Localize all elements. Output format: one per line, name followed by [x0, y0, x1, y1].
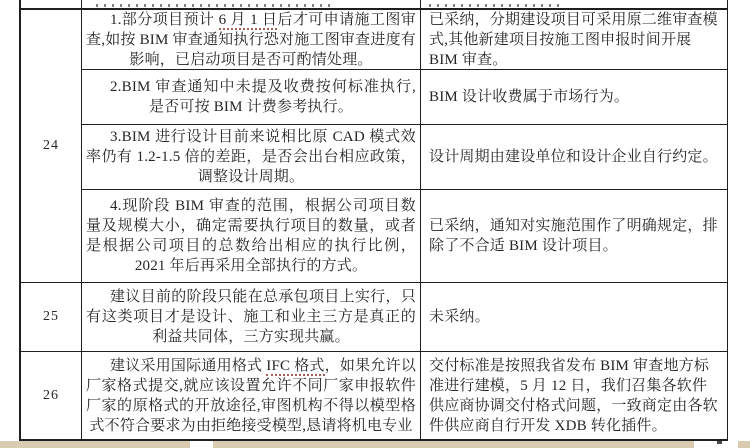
- question-cell: [82, 283, 421, 351]
- clipped-number-cell: [21, 0, 82, 8]
- answer-text: 已采纳，分期建设项目可采用原二维审查模式,其他新建项目按施工图申报时间开展 BIM 审查。: [429, 11, 718, 68]
- question-cell: [82, 352, 421, 439]
- qa-review-table: [19, 0, 728, 441]
- bottom-strip-notch: [694, 441, 738, 448]
- bottom-strip-notch: [190, 441, 213, 448]
- table-subrow: [82, 190, 727, 282]
- question-cell: [82, 70, 421, 124]
- question-text: 3.BIM 进行设计目前来说相比原 CAD 模式效率仍有 1.2-1.5 倍的差距，是否会出台相应政策，调整设计周期。: [86, 129, 416, 185]
- answer-cell: [421, 190, 727, 282]
- clipped-answer-cell: [421, 0, 727, 8]
- answer-cell: [421, 70, 727, 124]
- answer-cell: [421, 125, 727, 189]
- answer-text: 已采纳，通知对实施范围作了明确规定，排除了不合适 BIM 设计项目。: [429, 218, 718, 254]
- table-row-26: [21, 352, 727, 441]
- row-number: 24: [21, 10, 82, 282]
- table-subrow: [82, 352, 727, 439]
- clipped-text-fragment: [96, 4, 336, 7]
- question-cell: [82, 125, 421, 189]
- question-text: 4.现阶段 BIM 审查的范围，根据公司项目数量及规模大小，确定需要执行项目的数量，或者是根据公司项目的总数给出相应的执行比例，2021 年后再采用全部执行的方式。: [86, 198, 416, 274]
- answer-text: 未采纳。: [429, 309, 490, 325]
- table-subrow: [82, 70, 727, 125]
- row-25-subrows: [82, 283, 727, 351]
- clipped-text-fragment: [429, 4, 561, 7]
- row-26-subrows: [82, 352, 727, 439]
- question-text: 2.BIM 审查通知中未提及收费按何标准执行,是否可按 BIM 计费参考执行。: [110, 79, 416, 115]
- clipped-previous-row: [21, 0, 727, 10]
- row-number: 26: [21, 352, 82, 439]
- answer-cell: [421, 283, 727, 351]
- question-cell: [82, 190, 421, 282]
- answer-text: 设计周期由建设单位和设计企业自行约定。: [429, 149, 718, 165]
- question-cell: [82, 10, 421, 69]
- table-subrow: [82, 125, 727, 190]
- table-subrow: [82, 283, 727, 351]
- clipped-question-cell: [82, 0, 421, 8]
- answer-cell: [421, 352, 727, 439]
- table-subrow: [82, 10, 727, 70]
- answer-cell: [421, 10, 727, 69]
- table-row-25: [21, 283, 727, 352]
- answer-text: BIM 设计收费属于市场行为。: [429, 89, 630, 105]
- question-text: 建议目前的阶段只能在总承包项目上实行，只有这类项目才是设计、施工和业主三方是真正的利益共同体，三方实现共赢。: [86, 289, 416, 345]
- table-row-24: [21, 10, 727, 283]
- row-24-subrows: [82, 10, 727, 282]
- question-text: 建议采用国际通用格式 IFC 格式，如果允许以厂家格式提交,就应该设置允许不同厂家申报软件厂家的原格式的开放途径,审图机构不得以模型格式不符合要求为由拒绝接受模型,恳请将机电专业: [86, 357, 417, 434]
- row-number: 25: [21, 283, 82, 351]
- bottom-edge-strip: [0, 441, 750, 448]
- corner-mark: [717, 441, 722, 444]
- answer-text: 交付标准是按照我省发布 BIM 审查地方标准进行建模，5 月 12 日，我们召集各软件供应商协调交付格式问题，一致商定由各软件供应商自行开发 XDB 转化插件。: [429, 357, 718, 434]
- question-text: 1.部分项目预计 6 月 1 日后才可申请施工图审查,如按 BIM 审查通知执行恐对施工图审查进度有影响，已启动项目是否可酌情处理。: [86, 11, 416, 68]
